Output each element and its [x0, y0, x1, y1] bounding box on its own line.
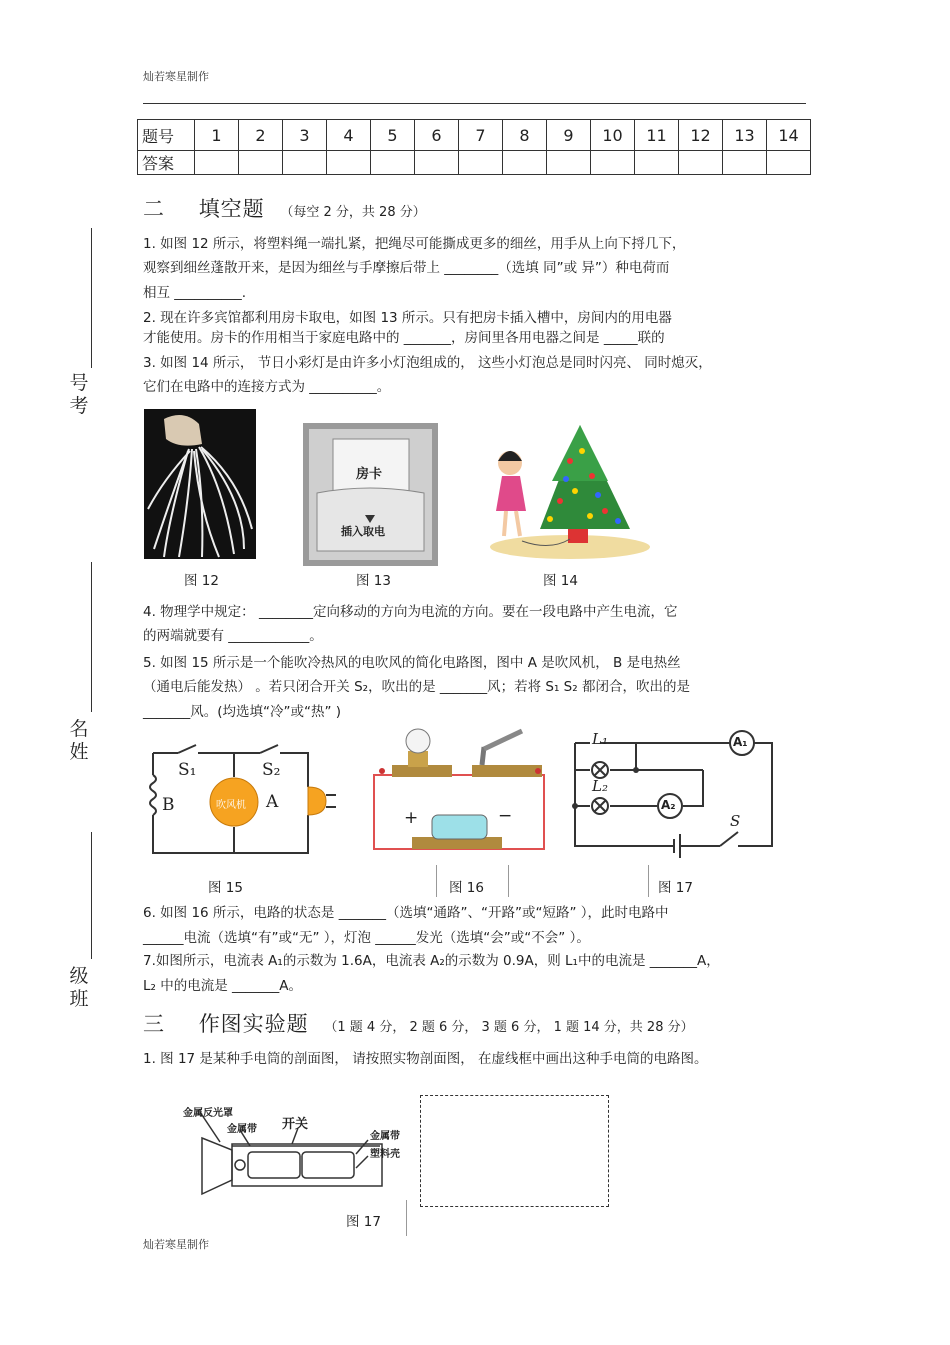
figure-16-open-circuit	[372, 727, 547, 852]
question-text: 的两端就要有 ____________。	[143, 628, 323, 644]
side-label-char: 名	[69, 718, 89, 740]
answer-cell[interactable]	[459, 151, 503, 175]
table-cell: 13	[723, 120, 767, 151]
label-a1: A₁	[733, 735, 748, 749]
answer-table	[137, 119, 811, 175]
caption-divider	[648, 865, 649, 897]
label-a: A	[266, 792, 279, 812]
section-subtitle: （每空 2 分，共 28 分）	[280, 205, 426, 220]
answer-cell[interactable]	[283, 151, 327, 175]
torch-label-switch: 开关	[282, 1117, 309, 1132]
table-cell: 2	[239, 120, 283, 151]
table-cell: 10	[591, 120, 635, 151]
label-s1: S₁	[178, 760, 197, 780]
header-rule	[143, 103, 806, 104]
table-cell: 1	[195, 120, 239, 151]
answer-cell[interactable]	[635, 151, 679, 175]
answer-cell[interactable]	[371, 151, 415, 175]
question-text: _______风。(均选填“冷”或“热” )	[143, 704, 342, 720]
figure-caption: 图 12	[184, 573, 219, 589]
motor-label: 吹风机	[216, 800, 246, 811]
label-s: S	[730, 812, 741, 830]
question-text: 才能使用。房卡的作用相当于家庭电路中的 _______，房间里各用电器之间是 _____联的	[143, 330, 665, 346]
torch-label-shell: 塑料壳	[370, 1149, 400, 1160]
torch-label-reflector: 金属反光罩	[183, 1108, 233, 1119]
question-text: ______电流（选填“有”或“无” ），灯泡 ______发光（选填“会”或“不会” ）。	[143, 930, 590, 946]
question-text: 1. 图 17 是某种手电筒的剖面图， 请按照实物剖面图， 在虚线框中画出这种手电筒的电路图。	[143, 1051, 708, 1067]
label-l1: L₁	[592, 730, 608, 748]
table-cell: 8	[503, 120, 547, 151]
table-cell: 9	[547, 120, 591, 151]
question-text: （通电后能发热） 。若只闭合开关 S₂，吹出的是 _______风；若将 S₁ S₂ 都闭合，吹出的是	[143, 679, 690, 695]
answer-cell[interactable]	[239, 151, 283, 175]
margin-line	[91, 562, 92, 712]
label-s2: S₂	[262, 760, 281, 780]
figure-divider	[406, 1200, 407, 1236]
table-cell: 14	[767, 120, 811, 151]
label-b: B	[162, 795, 175, 815]
table-cell: 5	[371, 120, 415, 151]
label-a2: A₂	[661, 798, 676, 812]
question-text: 2. 现在许多宾馆都利用房卡取电，如图 13 所示。只有把房卡插入槽中，房间内的用电器	[143, 310, 672, 326]
battery-plus-label: +	[404, 808, 419, 828]
side-label-char: 考	[69, 395, 89, 417]
margin-line	[91, 832, 92, 959]
question-text: 它们在电路中的连接方式为 __________。	[143, 379, 391, 395]
question-text: 4. 物理学中规定： ________定向移动的方向为电流的方向。要在一段电路中产生电流，它	[143, 604, 678, 620]
header-text: 灿若寒星制作	[143, 70, 209, 83]
figure-14-tree-illustration	[480, 421, 652, 561]
answer-cell[interactable]	[547, 151, 591, 175]
figure-caption: 图 17	[346, 1214, 381, 1230]
question-text: L₂ 中的电流是 _______A。	[143, 978, 303, 994]
figure-caption: 图 15	[208, 880, 243, 896]
table-row	[138, 151, 811, 175]
slot-label: 插入取电	[341, 525, 385, 538]
question-text: 7.如图所示，电流表 A₁的示数为 1.6A，电流表 A₂的示数为 0.9A，则 L₁中的电流是 _______A，	[143, 953, 720, 969]
margin-line	[91, 228, 92, 368]
side-label-char: 班	[69, 988, 89, 1010]
figure-12-rope-image	[144, 409, 256, 559]
torch-label-strip: 金属带	[370, 1131, 400, 1142]
section-number: 三	[143, 1012, 165, 1036]
answer-cell[interactable]	[767, 151, 811, 175]
question-text: 1. 如图 12 所示，将塑料绳一端扎紧，把绳尽可能撕成更多的细丝，用手从上向下捋几下，	[143, 236, 686, 252]
answer-cell[interactable]	[723, 151, 767, 175]
row-label-number: 题号	[138, 120, 195, 151]
answer-cell[interactable]	[195, 151, 239, 175]
footer-text: 灿若寒星制作	[143, 1238, 209, 1251]
table-cell: 12	[679, 120, 723, 151]
table-cell: 4	[327, 120, 371, 151]
answer-cell[interactable]	[415, 151, 459, 175]
section-title: 填空题	[198, 197, 265, 221]
table-cell: 3	[283, 120, 327, 151]
question-text: 观察到细丝蓬散开来，是因为细丝与手摩擦后带上 ________（选填 同”或 异”）种电荷而	[143, 260, 670, 276]
figure-caption: 图 17	[658, 880, 693, 896]
table-row	[138, 120, 811, 151]
figure-caption: 图 13	[356, 573, 391, 589]
figure-caption: 图 14	[543, 573, 578, 589]
torch-label-strip: 金属带	[227, 1124, 257, 1135]
drawing-answer-box[interactable]	[420, 1095, 609, 1207]
section-title: 作图实验题	[198, 1012, 309, 1036]
table-cell: 11	[635, 120, 679, 151]
section-heading	[143, 193, 426, 223]
answer-cell[interactable]	[591, 151, 635, 175]
section-heading	[143, 1008, 694, 1038]
question-text: 3. 如图 14 所示， 节日小彩灯是由许多小灯泡组成的， 这些小灯泡总是同时闪亮、 同时熄灭，	[143, 355, 712, 371]
caption-divider	[436, 865, 437, 897]
side-label-char: 号	[69, 372, 89, 394]
section-subtitle: （1 题 4 分， 2 题 6 分， 3 题 6 分， 1 题 14 分，共 28 分）	[324, 1020, 694, 1035]
card-label: 房卡	[356, 467, 383, 482]
question-text: 6. 如图 16 所示，电路的状态是 _______（选填“通路”、“开路”或“短路” ），此时电路中	[143, 905, 669, 921]
answer-cell[interactable]	[679, 151, 723, 175]
side-label-char: 级	[69, 965, 89, 987]
caption-divider	[508, 865, 509, 897]
table-cell: 6	[415, 120, 459, 151]
battery-minus-label: −	[498, 806, 513, 826]
question-text: 相互 __________.	[143, 285, 247, 301]
table-cell: 7	[459, 120, 503, 151]
row-label-answer: 答案	[138, 151, 195, 175]
label-l2: L₂	[592, 777, 608, 795]
answer-cell[interactable]	[327, 151, 371, 175]
section-number: 二	[143, 197, 165, 221]
figure-13-card-slot	[303, 423, 438, 566]
answer-cell[interactable]	[503, 151, 547, 175]
figure-caption: 图 16	[449, 880, 484, 896]
side-label-char: 姓	[69, 741, 89, 763]
question-text: 5. 如图 15 所示是一个能吹冷热风的电吹风的简化电路图，图中 A 是吹风机， B 是电热丝	[143, 655, 681, 671]
